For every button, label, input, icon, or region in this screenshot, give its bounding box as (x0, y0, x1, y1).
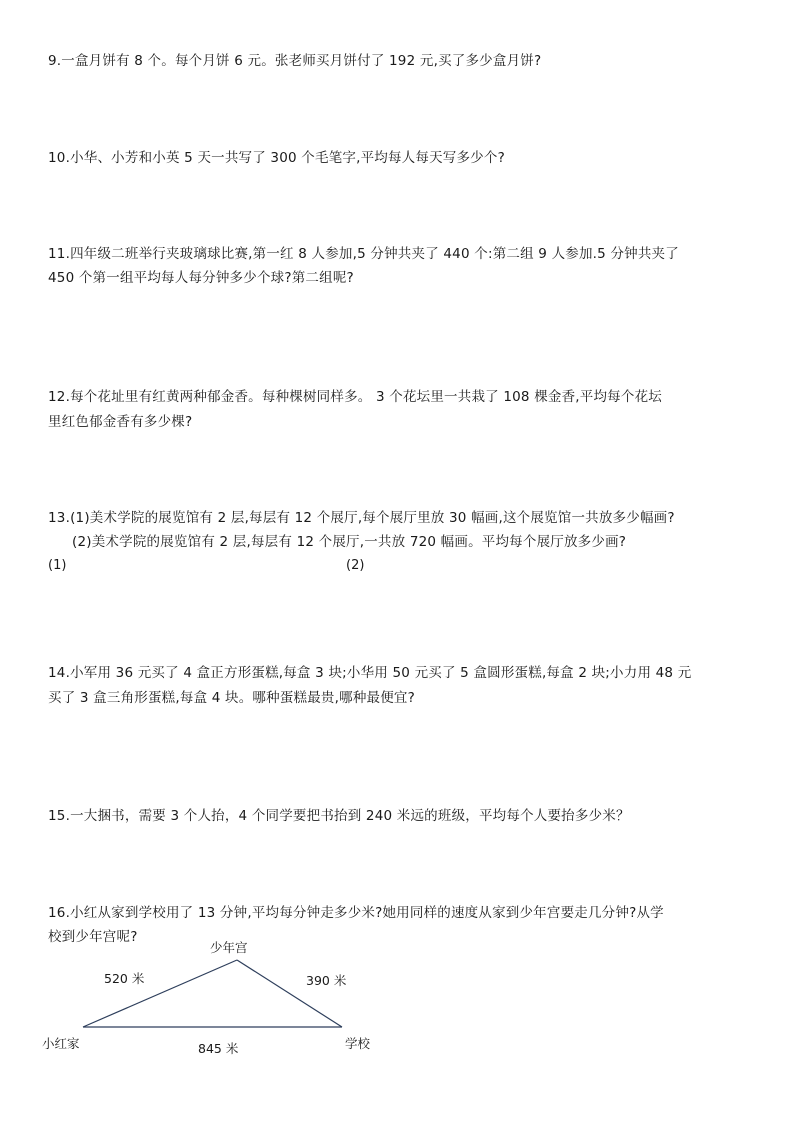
label-distance-520: 520 米 (104, 971, 145, 986)
label-youth-palace: 少年宫 (210, 940, 248, 955)
question-12-line-2: 里红色郁金香有多少棵? (48, 414, 193, 430)
label-school: 学校 (345, 1036, 371, 1051)
question-11-line-2: 450 个第一组平均每人每分钟多少个球?第二组呢? (48, 270, 354, 286)
question-16-line-2: 校到少年宫呢? (48, 929, 138, 945)
question-15: 15.一大捆书，需要 3 个人抬，4 个同学要把书抬到 240 米远的班级，平均每个人要抬多少米？ (48, 808, 630, 824)
question-14-line-1: 14.小军用 36 元买了 4 盒正方形蛋糕,每盒 3 块;小华用 50 元买了 5 盒圆形蛋糕,每盒 2 块;小力用 48 元 (48, 665, 692, 681)
question-11-line-1: 11.四年级二班举行夹玻璃球比赛,第一红 8 人参加,5 分钟共夹了 440 个:第二组 9 人参加.5 分钟共夹了 (48, 246, 679, 262)
question-16-line-1: 16.小红从家到学校用了 13 分钟,平均每分钟走多少米?她用同样的速度从家到少年宫要走几分钟?从学 (48, 905, 664, 921)
question-13-part-1: 13.(1)美术学院的展览馆有 2 层,每层有 12 个展厅,每个展厅里放 30 幅画,这个展览馆一共放多少幅画? (48, 510, 675, 526)
side-palace-to-school (237, 960, 342, 1027)
question-10: 10.小华、小芳和小英 5 天一共写了 300 个毛笔字,平均每人每天写多少个? (48, 150, 505, 166)
question-12-line-1: 12.每个花址里有红黄两种郁金香。每种棵树同样多。 3 个花坛里一共栽了 108 棵金香,平均每个花坛 (48, 389, 662, 405)
question-13-part-2: (2)美术学院的展览馆有 2 层,每层有 12 个展厅,一共放 720 幅画。平均每个展厅放多少画? (72, 534, 627, 550)
label-distance-845: 845 米 (198, 1041, 239, 1056)
label-home: 小红家 (42, 1036, 80, 1051)
question-9: 9.一盒月饼有 8 个。每个月饼 6 元。张老师买月饼付了 192 元,买了多少盒月饼? (48, 53, 542, 69)
label-distance-390: 390 米 (306, 973, 347, 988)
question-14-line-2: 买了 3 盒三角形蛋糕,每盒 4 块。哪种蛋糕最贵,哪种最便宜? (48, 690, 415, 706)
answer-label-2: (2) (346, 558, 365, 573)
answer-label-1: (1) (48, 558, 67, 573)
